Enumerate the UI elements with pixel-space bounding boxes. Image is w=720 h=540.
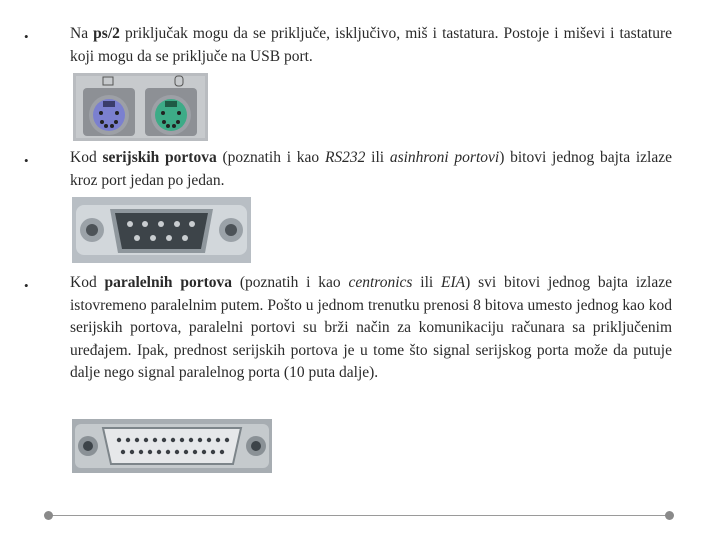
serial-port-photo [72, 197, 251, 263]
bullet-marker: • [24, 278, 29, 293]
text-run: ps/2 [93, 25, 120, 42]
text-run: Kod [70, 274, 105, 291]
text-run: serijskih portova [102, 149, 217, 166]
text-run: priključak mogu da se priključe, isključivo, miš i tastatura. Postoje i miševi i tastature koji mogu da se priključe na USB port. [70, 25, 672, 65]
paragraph-serial [70, 147, 672, 192]
paragraph-parallel [70, 272, 672, 385]
text-run: centronics [348, 274, 413, 291]
footer-dot-left [44, 511, 53, 520]
text-run: paralelnih portova [104, 274, 233, 291]
text-run: Kod [70, 149, 103, 166]
text-run: Na [70, 25, 94, 42]
text-run: ili [412, 274, 441, 291]
text-run: (poznatih i kao [232, 274, 349, 291]
text-run: ili [365, 149, 390, 166]
text-run: ) bitovi jednog bajta izlaze kroz port jedan po jedan. [70, 149, 672, 189]
text-run: (poznatih i kao [216, 149, 325, 166]
paragraph-ps2 [70, 23, 672, 68]
text-run: RS232 [324, 149, 366, 166]
text-run: asinhroni portovi [389, 149, 500, 166]
text-run: ) svi bitovi jednog bajta izlaze istovremeno paralelnim putem. Pošto u jednom trenutku prenosi 8 bitova umesto jednog kao kod serijskih portova, paralelni portovi su brži način za komunikaciju računara sa priključenim uređajem. Ipak, prednost serijskih portova je u tome što signal serijskog porta može da putuje dalje nego signal paralelnog porta (10 puta dalje). [70, 274, 672, 381]
ps2-ports-photo [73, 73, 208, 141]
bullet-marker: • [24, 153, 29, 168]
text-run: EIA [441, 274, 466, 291]
parallel-port-photo [72, 419, 272, 473]
bullet-marker: • [24, 29, 29, 44]
footer-divider [48, 515, 670, 516]
footer-dot-right [665, 511, 674, 520]
